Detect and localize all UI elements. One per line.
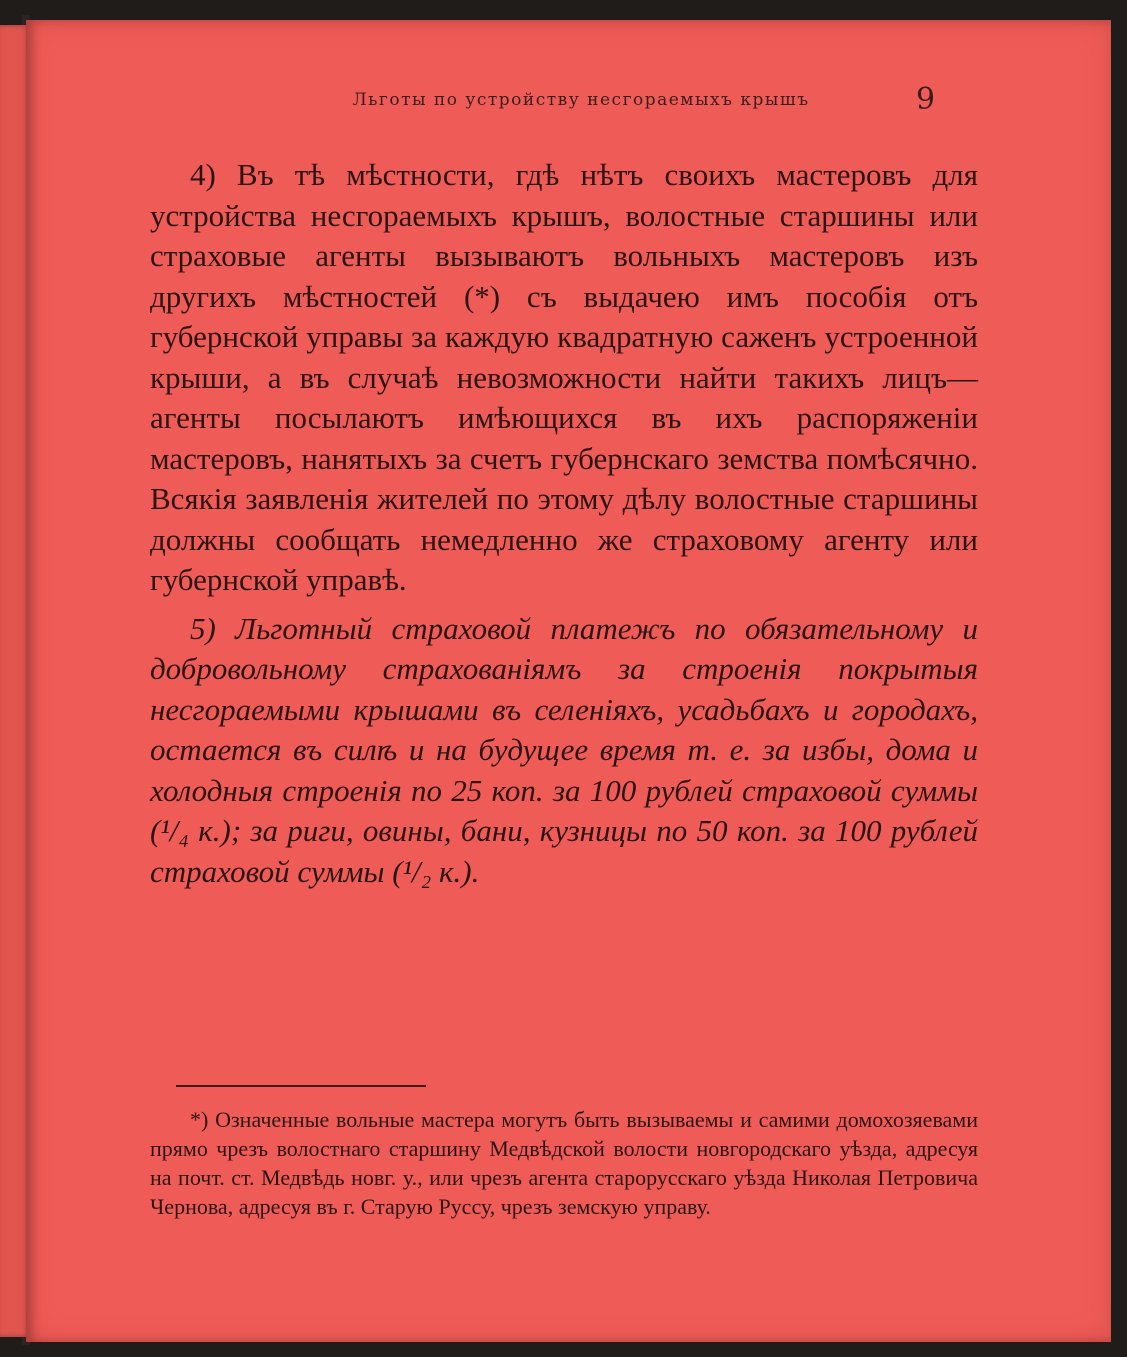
- running-head: Льготы по устройству несгораемыхъ крышъ: [352, 90, 810, 110]
- footnote: [150, 1105, 978, 1221]
- paragraph-5: 5) Льготный страховой платежъ по обязательному и добровольному страхованіямъ за строенія покрытыя несгораемыми крышами въ селеніяхъ, усадьбахъ и городахъ, остается въ силѣ и на будущее время т. е. за избы, дома и холодныя строенія по 25 коп. за 100 рублей страховой суммы (¹/₄ к.); за риги, овины, бани, кузницы по 50 коп. за 100 рублей страховой суммы (¹/₂ к.).: [150, 610, 978, 889]
- page: [26, 20, 1111, 1342]
- page-number: 9: [916, 82, 936, 117]
- body-text: [150, 155, 978, 892]
- paragraph-4: 4) Въ тѣ мѣстности, гдѣ нѣтъ своихъ мастеровъ для устройства несгораемыхъ крышъ, волостные старшины или страховые агенты вызываютъ вольныхъ мастеровъ изъ другихъ мѣстностей (*) съ выдачею имъ пособія отъ губернской управы за каждую квадратную саженъ устроенной крыши, а въ случаѣ невозможности найти такихъ лицъ—агенты посылаютъ имѣющихся въ ихъ распоряженіи мастеровъ, нанятыхъ за счетъ губернскаго земства помѣсячно. Всякія заявленія жителей по этому дѣлу волостные старшины должны сообщать немедленно же страховому агенту или губернской управѣ.: [150, 157, 978, 597]
- footnote-rule: [176, 1085, 426, 1087]
- footnote-text: *) Означенные вольные мастера могутъ быть вызываемы и самими домохозяевами прямо чрезъ волостнаго старшину Медвѣдской волости новгородскаго уѣзда, адресуя на почт. ст. Медвѣдь новг. у., или чрезъ агента старорусскаго уѣзда Николая Петровича Чернова, адресуя въ г. Старую Руссу, чрезъ земскую управу.: [150, 1107, 978, 1219]
